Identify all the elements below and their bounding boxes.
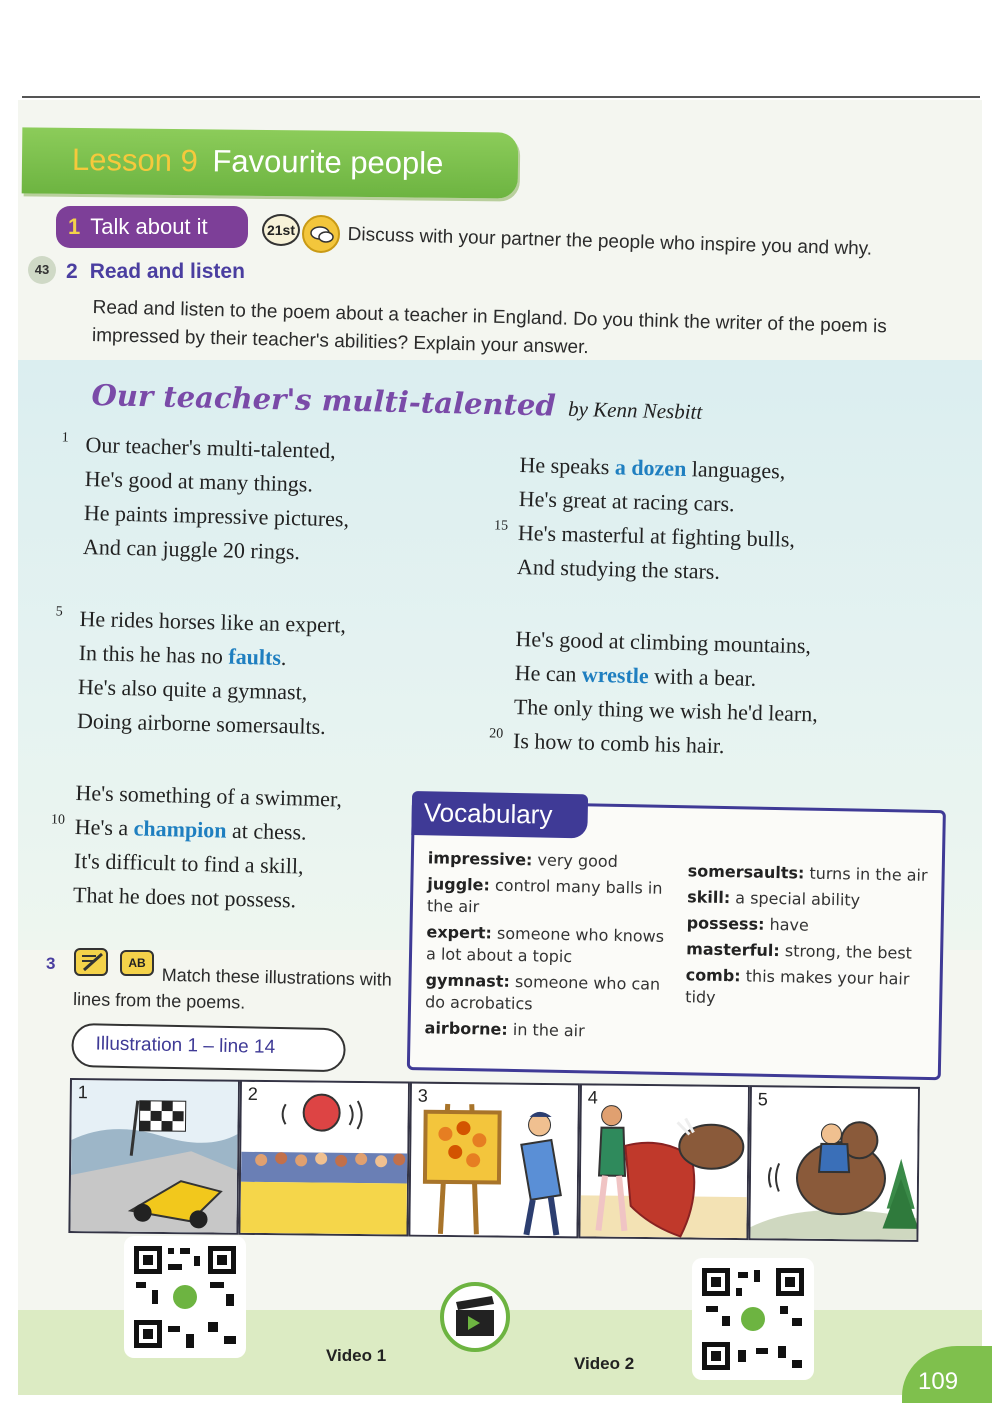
vocabulary-heading: Vocabulary bbox=[411, 791, 588, 838]
vocab-entry bbox=[425, 969, 674, 1018]
line-number: 15 bbox=[493, 518, 509, 534]
vocab-entry bbox=[687, 860, 937, 887]
illustration-strip bbox=[68, 1078, 920, 1247]
video-clapperboard-icon[interactable] bbox=[440, 1282, 510, 1352]
vocab-definition: a special ability bbox=[730, 888, 861, 910]
line-text: . bbox=[280, 644, 287, 671]
vocab-definition: turns in the air bbox=[804, 863, 928, 885]
poem-line: He's good at many things. bbox=[84, 465, 314, 497]
lesson-number: Lesson 9 bbox=[71, 141, 199, 179]
vocabulary-right-column bbox=[685, 860, 938, 1017]
vocab-entry bbox=[686, 938, 936, 965]
section2-heading bbox=[66, 260, 245, 284]
painter-icon bbox=[410, 1084, 580, 1239]
poem-line: And can juggle 20 rings. bbox=[82, 533, 301, 565]
vocab-term: expert: bbox=[426, 922, 493, 943]
poem-line: The only thing we wish he'd learn, bbox=[513, 693, 819, 727]
vocabulary-left-column bbox=[424, 847, 676, 1048]
poem-line: He's also quite a gymnast, bbox=[77, 673, 308, 705]
vocab-term: impressive: bbox=[427, 848, 533, 870]
section1-title: Talk about it bbox=[90, 214, 208, 239]
poem-line: He's good at climbing mountains, bbox=[515, 625, 812, 659]
vocab-term: gymnast: bbox=[425, 970, 511, 991]
illustration-number: 1 bbox=[77, 1082, 88, 1103]
vocab-term: airborne: bbox=[424, 1018, 508, 1039]
vocab-entry bbox=[685, 964, 936, 1013]
vocab-term: masterful: bbox=[686, 939, 780, 961]
line-text: He can bbox=[514, 659, 583, 687]
section2-number: 2 bbox=[66, 260, 78, 283]
section1-heading bbox=[56, 206, 248, 248]
illustration-number: 5 bbox=[757, 1089, 768, 1110]
vocab-entry bbox=[424, 1017, 672, 1044]
vocab-definition: have bbox=[764, 914, 809, 935]
illustration-number: 4 bbox=[587, 1087, 598, 1108]
vocab-term: possess: bbox=[686, 913, 765, 934]
illustration-4 bbox=[578, 1083, 750, 1240]
21st-century-skills-icon: 21st bbox=[262, 214, 300, 246]
poem-line: And studying the stars. bbox=[516, 553, 721, 584]
stanza-5 bbox=[489, 622, 820, 765]
section3-number: 3 bbox=[46, 954, 56, 973]
line-text: He's masterful at fighting bulls, bbox=[517, 519, 796, 552]
illustration-1 bbox=[68, 1078, 240, 1235]
line-text: at chess. bbox=[226, 817, 307, 845]
section2-title: Read and listen bbox=[89, 260, 245, 283]
section1-instruction: Discuss with your partner the people who inspire you and why. bbox=[347, 224, 873, 260]
stanza-2 bbox=[55, 602, 347, 744]
highlight-word-wrestle: wrestle bbox=[581, 661, 650, 689]
page-number: 109 bbox=[902, 1346, 992, 1403]
line-text: He speaks bbox=[519, 451, 616, 480]
highlight-word-a-dozen: a dozen bbox=[614, 454, 687, 482]
line-number: 10 bbox=[50, 812, 66, 828]
video2-qr-code[interactable] bbox=[692, 1258, 814, 1380]
gymnast-icon bbox=[240, 1082, 410, 1237]
stanza-4 bbox=[493, 448, 797, 591]
speech-bubble-icon bbox=[302, 215, 340, 253]
line-text: In this he has no bbox=[78, 639, 229, 669]
bullfighter-icon bbox=[580, 1085, 750, 1240]
vocab-definition: strong, the best bbox=[779, 941, 913, 963]
top-rule bbox=[22, 96, 980, 98]
audio-track-icon[interactable]: 43 bbox=[28, 256, 56, 284]
illustration-number: 2 bbox=[247, 1083, 258, 1104]
poem-line: It's difficult to find a skill, bbox=[73, 847, 304, 879]
activity-book-icon: AB bbox=[120, 950, 154, 976]
video1-qr-code[interactable] bbox=[124, 1236, 246, 1358]
section1-number: 1 bbox=[68, 214, 81, 239]
vocab-definition: this makes your hair tidy bbox=[685, 966, 910, 1007]
poem-line: He's something of a swimmer, bbox=[75, 779, 343, 812]
poem-line: Doing airborne somersaults. bbox=[76, 707, 327, 740]
vocab-entry bbox=[427, 873, 676, 922]
line-text: Is how to comb his hair. bbox=[512, 727, 725, 759]
vocab-term: comb: bbox=[685, 965, 741, 986]
line-text: He's a bbox=[74, 813, 135, 841]
video1-label[interactable]: Video 1 bbox=[326, 1346, 387, 1365]
vocab-entry bbox=[426, 921, 675, 970]
poem-line: He paints impressive pictures, bbox=[83, 499, 350, 532]
line-number: 5 bbox=[55, 604, 63, 620]
stanza-1 bbox=[61, 428, 351, 570]
video2-label[interactable]: Video 2 bbox=[574, 1354, 635, 1373]
lesson-banner bbox=[22, 127, 519, 198]
vocab-definition: someone who knows a lot about a topic bbox=[425, 923, 665, 967]
poem-title: Our teacher's multi-talented bbox=[91, 378, 557, 423]
stanza-3 bbox=[50, 776, 343, 918]
illustration-5 bbox=[748, 1085, 920, 1242]
highlight-word-champion: champion bbox=[133, 815, 227, 843]
vocab-entry bbox=[686, 912, 936, 939]
poem-author: by Kenn Nesbitt bbox=[567, 396, 703, 424]
vocab-definition: very good bbox=[532, 850, 619, 871]
vocab-entry bbox=[428, 847, 676, 874]
vocab-definition: someone who can do acrobatics bbox=[424, 971, 661, 1014]
vocab-term: somersaults: bbox=[687, 861, 805, 883]
poem-line: He's great at racing cars. bbox=[518, 485, 735, 517]
qr-code-icon bbox=[124, 1236, 246, 1358]
vocab-entry bbox=[687, 886, 937, 913]
section2-instruction: Read and listen to the poem about a teacher in England. Do you think the writer of the poem is impressed by their teacher's abilities? Explain your answer. bbox=[91, 296, 887, 359]
lesson-title: Favourite people bbox=[212, 143, 444, 181]
line-number: 1 bbox=[61, 430, 69, 446]
example-answer: Illustration 1 – line 14 bbox=[71, 1023, 346, 1072]
poem-line: That he does not possess. bbox=[72, 881, 297, 913]
vocab-term: juggle: bbox=[427, 874, 491, 895]
illustration-2 bbox=[238, 1080, 410, 1237]
section3-instruction: Match these illustrations with lines from the poems. bbox=[72, 964, 392, 1013]
line-number: 20 bbox=[489, 726, 504, 742]
qr-code-icon bbox=[692, 1258, 814, 1380]
racing-car-icon bbox=[70, 1080, 240, 1235]
line-text: He rides horses like an expert, bbox=[79, 605, 347, 638]
vocab-definition: in the air bbox=[507, 1019, 585, 1041]
bear-wrestle-icon bbox=[750, 1087, 920, 1242]
vocab-term: skill: bbox=[687, 887, 731, 908]
line-text: languages, bbox=[686, 456, 786, 484]
highlight-word-faults: faults bbox=[228, 643, 282, 670]
illustration-number: 3 bbox=[417, 1085, 428, 1106]
vocab-definition: control many balls in the air bbox=[426, 875, 663, 917]
vocabulary-box bbox=[407, 797, 946, 1080]
line-text: Our teacher's multi-talented, bbox=[85, 431, 336, 464]
line-text: with a bear. bbox=[648, 663, 757, 691]
illustration-3 bbox=[408, 1082, 580, 1239]
